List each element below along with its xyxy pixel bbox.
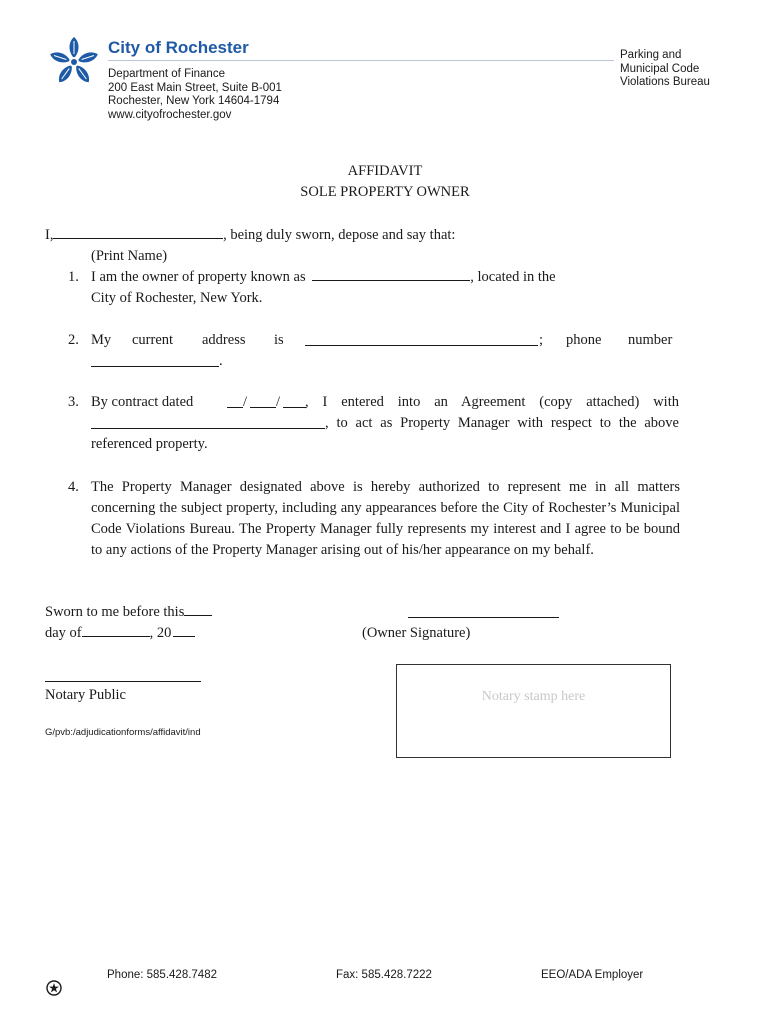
intro-line [45, 225, 685, 246]
intro-prefix: I, [45, 227, 54, 243]
owner-signature-label: (Owner Signature) [362, 625, 471, 641]
item-4-text: The Property Manager designated above is hereby authorized to represent me in all matters concerning the subject property, including any appearances before the City of Rochester’s Municipal Code Violations Bureau. The Property Manager fully represents my interest and I agree to be bound to any actions of the Property Manager arising out of his/her appearance on my behalf. [91, 479, 680, 558]
dept-line: Department of Finance [108, 68, 225, 80]
notary-public-label: Notary Public [45, 687, 126, 703]
year-prefix: , 20 [149, 625, 172, 641]
date-separator: / [276, 394, 281, 410]
department-address [108, 68, 282, 122]
phone-number-field[interactable] [91, 353, 219, 367]
stamp-placeholder: Notary stamp here [481, 689, 586, 704]
bureau-line: Parking and [620, 49, 682, 61]
contract-year-field[interactable] [283, 394, 306, 408]
item-3-text-b: , I entered into an Agreement (copy attached) with [305, 394, 679, 410]
item-1-text-c: City of Rochester, New York. [91, 290, 263, 306]
item-2-semicolon: ; [539, 332, 544, 348]
month-field[interactable] [82, 623, 150, 637]
footer-fax: Fax: 585.428.7222 [336, 969, 432, 981]
notary-signature-field[interactable] [45, 668, 201, 682]
item-2-word: is [274, 332, 284, 348]
bureau-name [620, 49, 710, 90]
bureau-line: Violations Bureau [620, 76, 710, 88]
item-1-text-b: , located in the [470, 269, 556, 285]
current-address-field[interactable] [305, 332, 538, 346]
org-name: City of Rochester [108, 38, 249, 57]
dept-line: Rochester, New York 14604-1794 [108, 95, 280, 107]
bureau-line: Municipal Code [620, 62, 700, 75]
day-of-label: day of [45, 625, 82, 641]
date-separator: / [243, 394, 248, 410]
property-address-field[interactable] [312, 267, 470, 281]
website-link[interactable]: www.cityofrochester.gov [108, 108, 232, 121]
year-field[interactable] [173, 623, 195, 637]
document-subtitle: SOLE PROPERTY OWNER [300, 184, 470, 200]
file-path: G/pvb:/adjudicationforms/affidavit/ind [45, 727, 201, 738]
property-manager-name-field[interactable] [91, 415, 325, 429]
item-2-word: current [132, 332, 174, 348]
item-2-word: My [91, 332, 112, 348]
item-2-end: . [219, 353, 223, 369]
item-3-text-d: referenced property. [91, 436, 208, 452]
header-divider [108, 60, 614, 61]
contract-day-field[interactable] [250, 394, 276, 408]
item-number: 4. [68, 479, 79, 495]
dept-line: 200 East Main Street, Suite B-001 [108, 81, 282, 94]
item-number: 2. [68, 332, 79, 348]
item-number: 3. [68, 394, 79, 410]
document-title: AFFIDAVIT [347, 163, 423, 179]
owner-signature-field[interactable] [408, 604, 559, 618]
sworn-day-field[interactable] [184, 602, 212, 616]
sworn-label: Sworn to me before this [45, 604, 185, 620]
seal-icon [46, 980, 62, 996]
notary-stamp-box [396, 664, 671, 758]
item-1-line [91, 267, 691, 288]
item-3-text: By contract dated [91, 394, 194, 410]
item-number: 1. [68, 269, 79, 285]
item-1-text: I am the owner of property known as [91, 269, 306, 285]
item-2-phone-word: phone [566, 332, 602, 348]
footer-eeo: EEO/ADA Employer [541, 969, 644, 981]
item-2-phone-word: number [628, 332, 673, 348]
footer-phone: Phone: 585.428.7482 [107, 969, 217, 981]
contract-month-field[interactable] [227, 394, 243, 408]
item-3-text-c: , to act as Property Manager with respect to the above [325, 415, 679, 431]
print-name-label: (Print Name) [91, 248, 168, 264]
print-name-field[interactable] [53, 225, 223, 239]
city-logo-icon [48, 36, 100, 88]
sworn-text [45, 602, 212, 623]
intro-suffix: , being duly sworn, depose and say that: [223, 227, 456, 243]
item-2-word: address [202, 332, 246, 348]
day-of-line [45, 623, 195, 644]
